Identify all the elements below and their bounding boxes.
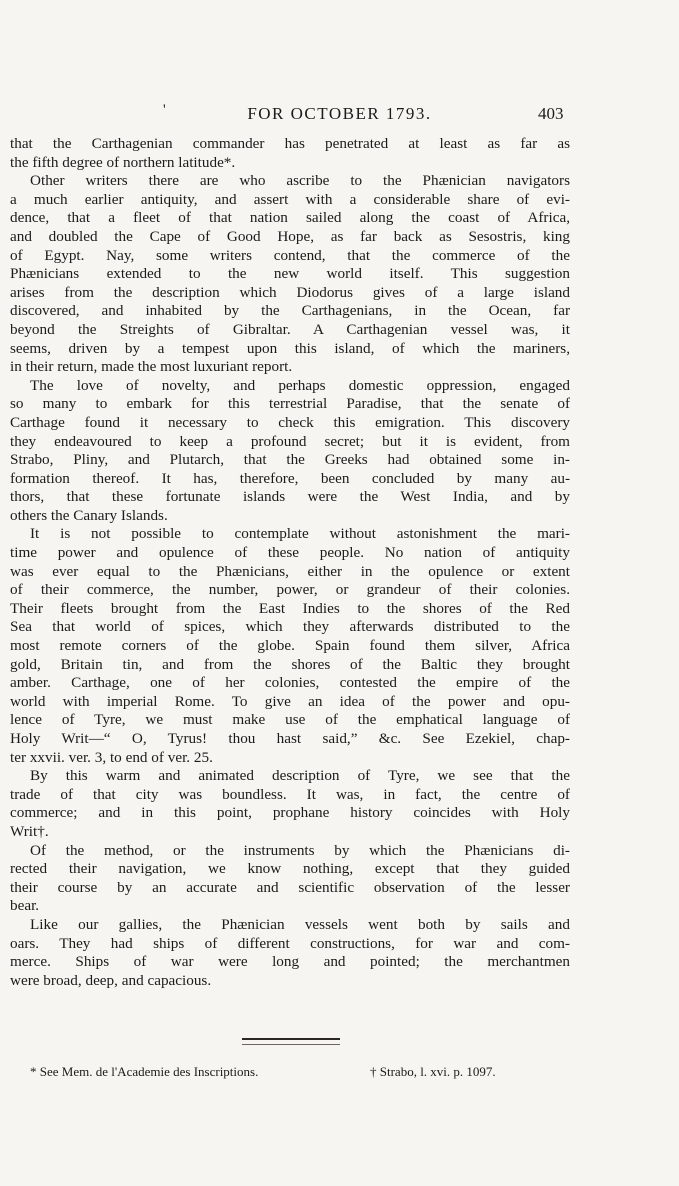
text-line: beyond the Streights of Gibraltar. A Carthagenian vessel was, it (10, 320, 570, 338)
text-line: discovered, and inhabited by the Carthagenians, in the Ocean, far (10, 302, 570, 320)
text-line: lence of Tyre, we must make use of the emphatical language of (10, 711, 570, 729)
body-text (10, 135, 570, 990)
text-line: By this warm and animated description of Tyre, we see that the (30, 767, 570, 785)
text-line: a much earlier antiquity, and assert with a considerable share of evi- (10, 190, 570, 208)
running-header (0, 104, 679, 130)
text-line: were broad, deep, and capacious. (10, 971, 212, 989)
footnote-1: * See Mem. de l'Academie des Inscriptions. (30, 1064, 259, 1079)
text-line: Holy Writ—“ O, Tyrus! thou hast said,” &c. See Ezekiel, chap- (10, 730, 570, 747)
text-line: Other writers there are who ascribe to the Phænician navigators (30, 172, 570, 190)
text-line: Of the method, or the instruments by which the Phænicians di- (30, 841, 570, 859)
text-line: Their fleets brought from the East Indies to the shores of the Red (10, 599, 570, 617)
text-line: that the Carthagenian commander has penetrated at least as far as (10, 135, 570, 152)
header-mark: ' (163, 102, 166, 118)
footnotes (0, 1064, 679, 1084)
text-line: Strabo, Pliny, and Plutarch, that the Greeks had obtained some in- (10, 451, 570, 469)
text-line: most remote corners of the globe. Spain found them silver, Africa (10, 637, 570, 655)
text-line: Carthage found it necessary to check this emigration. This discovery (10, 413, 570, 431)
text-line: of their commerce, the number, power, or grandeur of their colonies. (10, 581, 570, 599)
text-line: Sea that world of spices, which they afterwards distributed to the (10, 618, 570, 636)
text-line: rected their navigation, we know nothing, except that they guided (10, 860, 570, 878)
text-line: world with imperial Rome. To give an idea of the power and opu- (10, 692, 570, 710)
text-line: trade of that city was boundless. It was, in fact, the centre of (10, 785, 570, 803)
text-line: merce. Ships of war were long and pointed; the merchantmen (10, 953, 570, 971)
text-line: others the Canary Islands. (10, 506, 168, 524)
text-line: amber. Carthage, one of her colonies, contested the empire of the (10, 674, 570, 692)
text-line: gold, Britain tin, and from the shores of the Baltic they brought (10, 655, 570, 673)
text-line: formation thereof. It has, therefore, been concluded by many au- (10, 469, 570, 487)
text-line: Writ†. (10, 822, 49, 840)
text-line: The love of novelty, and perhaps domestic oppression, engaged (30, 376, 570, 394)
text-line: they endeavoured to keep a profound secret; but it is evident, from (10, 432, 570, 450)
footnote-2: † Strabo, l. xvi. p. 1097. (370, 1064, 496, 1079)
text-line: ter xxvii. ver. 3, to end of ver. 25. (10, 748, 213, 766)
text-line: in their return, made the most luxuriant report. (10, 358, 293, 376)
text-line: time power and opulence of these people. No nation of antiquity (10, 544, 570, 562)
text-line: their course by an accurate and scientific observation of the lesser (10, 878, 570, 896)
text-line: thors, that these fortunate islands were the West India, and by (10, 488, 570, 506)
footnote-divider (242, 1038, 340, 1045)
text-line: Like our gallies, the Phænician vessels went both by sails and (30, 915, 570, 933)
page-number: 403 (538, 104, 564, 123)
text-line: the fifth degree of northern latitude*. (10, 153, 236, 171)
text-line: arises from the description which Diodorus gives of a large island (10, 283, 570, 301)
text-line: It is not possible to contemplate without astonishment the mari- (30, 525, 570, 543)
text-line: oars. They had ships of different constructions, for war and com- (10, 934, 570, 952)
text-line: was ever equal to the Phænicians, either in the opulence or extent (10, 562, 570, 580)
text-line: Phænicians extended to the new world itself. This suggestion (10, 265, 570, 283)
text-line: bear. (10, 897, 40, 915)
text-line: of Egypt. Nay, some writers contend, that the commerce of the (10, 246, 570, 264)
text-line: seems, driven by a tempest upon this island, of which the mariners, (10, 339, 570, 357)
header-title: FOR OCTOBER 1793. (247, 104, 432, 123)
text-line: and doubled the Cape of Good Hope, as far back as Sesostris, king (10, 227, 570, 245)
text-line: so many to embark for this terrestrial Paradise, that the senate of (10, 395, 570, 413)
text-line: commerce; and in this point, prophane history coincides with Holy (10, 804, 570, 822)
text-line: dence, that a fleet of that nation sailed along the coast of Africa, (10, 209, 570, 227)
